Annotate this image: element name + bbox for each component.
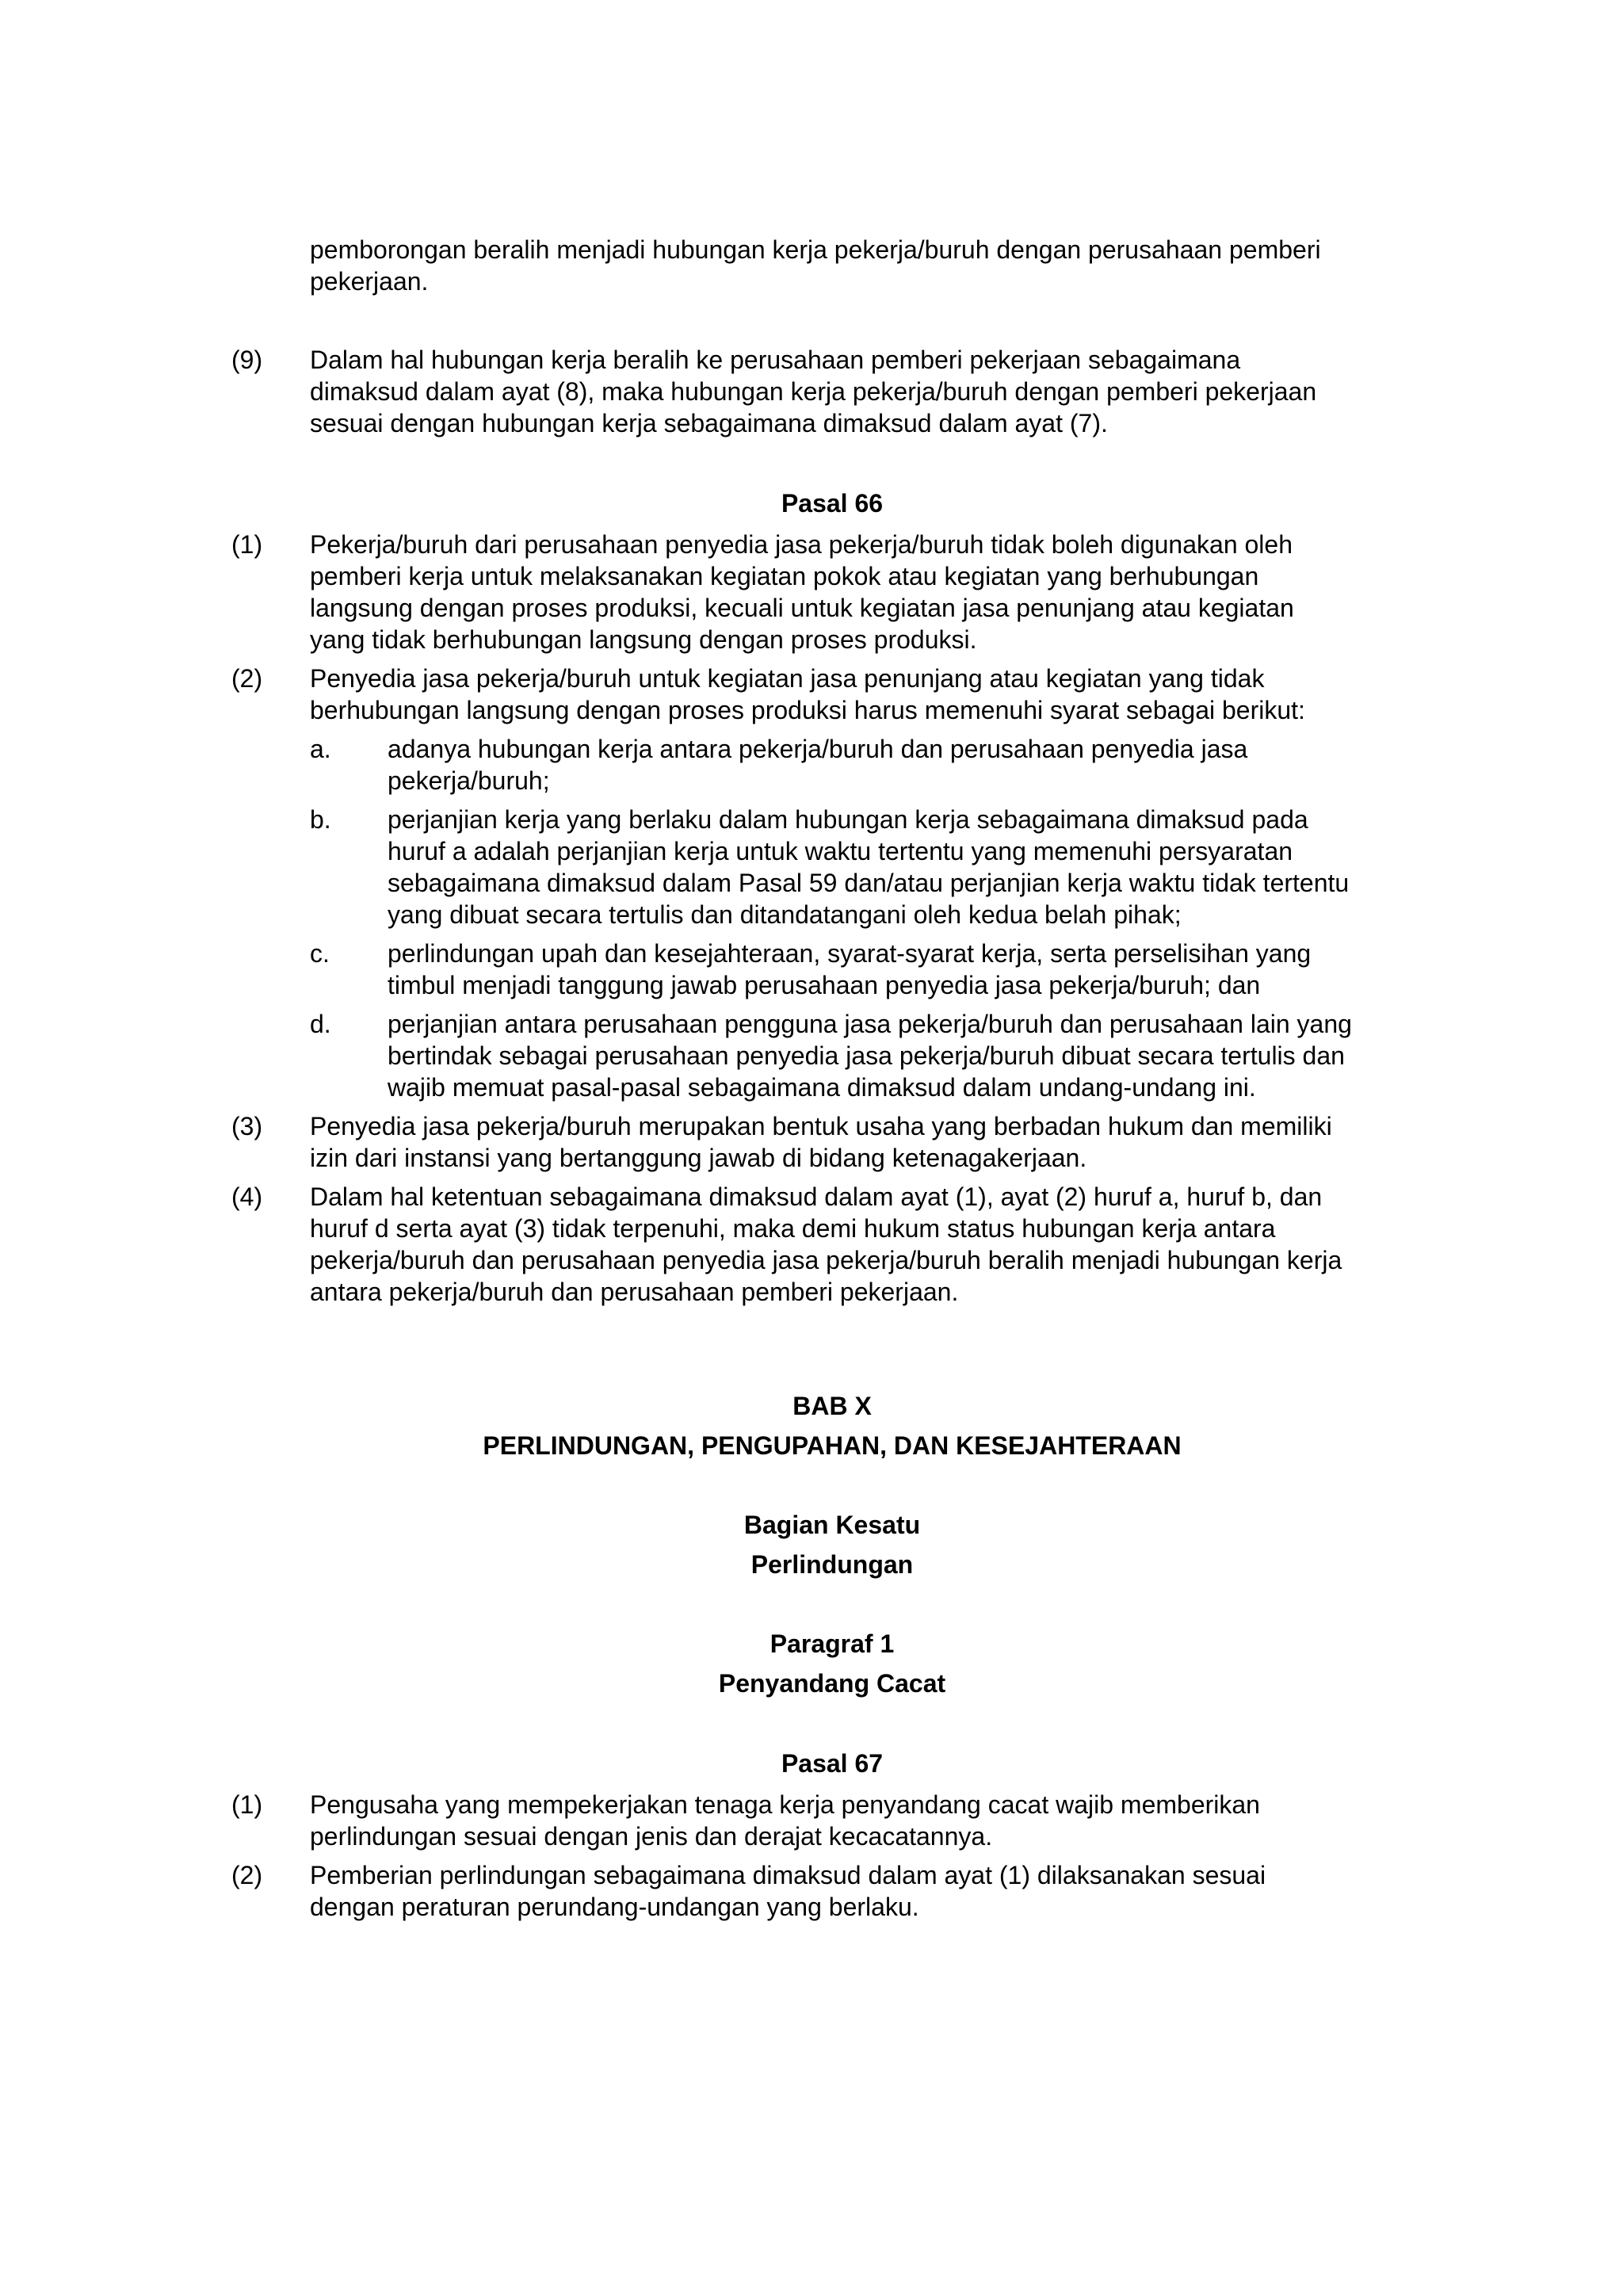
list-item-d-text xyxy=(388,1008,1352,1103)
pasal-67-ayat-1-text xyxy=(310,1789,1260,1852)
pasal-66-ayat-3-text xyxy=(310,1110,1332,1174)
text-line: Pekerja/buruh dari perusahaan penyedia jasa pekerja/buruh tidak boleh digunakan oleh xyxy=(310,530,1293,559)
pasal-66-ayat-4-text xyxy=(310,1181,1342,1308)
text-line: bertindak sebagai perusahaan penyedia jasa pekerja/buruh dibuat secara tertulis dan xyxy=(388,1041,1345,1070)
bab-heading: BAB X xyxy=(792,1392,872,1420)
text-line: antara pekerja/buruh dan perusahaan pemberi pekerjaan. xyxy=(310,1278,959,1306)
text-line: sesuai dengan hubungan kerja sebagaimana dimaksud dalam ayat (7). xyxy=(310,409,1108,437)
text-line: sebagaimana dimaksud dalam Pasal 59 dan/atau perjanjian kerja waktu tidak tertentu xyxy=(388,869,1350,897)
paragraf-subtitle: Penyandang Cacat xyxy=(718,1669,946,1698)
pasal-67-heading: Pasal 67 xyxy=(781,1749,884,1778)
text-line: huruf a adalah perjanjian kerja untuk waktu tertentu yang memenuhi persyaratan xyxy=(388,837,1293,865)
text-line: izin dari instansi yang bertanggung jawab di bidang ketenagakerjaan. xyxy=(310,1144,1087,1172)
ayat-number: (1) xyxy=(231,1790,263,1819)
text-line: Pemberian perlindungan sebagaimana dimaksud dalam ayat (1) dilaksanakan sesuai xyxy=(310,1861,1266,1889)
bab-subtitle: PERLINDUNGAN, PENGUPAHAN, DAN KESEJAHTERAAN xyxy=(483,1431,1182,1460)
text-line: Dalam hal hubungan kerja beralih ke perusahaan pemberi pekerjaan sebagaimana xyxy=(310,346,1241,374)
pasal-66-heading: Pasal 66 xyxy=(781,489,884,518)
list-item-letter: d. xyxy=(310,1010,331,1038)
text-line: pekerja/buruh dan perusahaan penyedia jasa pekerja/buruh beralih menjadi hubungan kerja xyxy=(310,1246,1342,1274)
text-line: huruf d serta ayat (3) tidak terpenuhi, maka demi hukum status hubungan kerja antara xyxy=(310,1214,1276,1243)
text-line: langsung dengan proses produksi, kecuali untuk kegiatan jasa penunjang atau kegiatan xyxy=(310,594,1294,622)
ayat-number: (2) xyxy=(231,1861,263,1889)
text-line: timbul menjadi tanggung jawab perusahaan penyedia jasa pekerja/buruh; dan xyxy=(388,971,1261,999)
pasal-67-ayat-2-text xyxy=(310,1859,1266,1923)
bagian-subtitle: Perlindungan xyxy=(750,1550,914,1579)
text-line: dimaksud dalam ayat (8), maka hubungan kerja pekerja/buruh dengan pemberi pekerjaan xyxy=(310,377,1317,406)
list-item-letter: b. xyxy=(310,805,331,834)
text-line: Penyedia jasa pekerja/buruh untuk kegiatan jasa penunjang atau kegiatan yang tidak xyxy=(310,664,1265,693)
list-item-c-text xyxy=(388,938,1311,1001)
text-line: pemberi kerja untuk melaksanakan kegiatan pokok atau kegiatan yang berhubungan xyxy=(310,562,1259,590)
text-line: pemborongan beralih menjadi hubungan kerja pekerja/buruh dengan perusahaan pemberi xyxy=(310,235,1321,264)
ayat-number: (2) xyxy=(231,664,263,693)
list-item-letter: a. xyxy=(310,735,331,763)
text-line: dengan peraturan perundang-undangan yang berlaku. xyxy=(310,1893,919,1921)
ayat-number: (1) xyxy=(231,530,263,559)
continuation-paragraph xyxy=(310,234,1321,297)
text-line: Pengusaha yang mempekerjakan tenaga kerja penyandang cacat wajib memberikan xyxy=(310,1790,1260,1819)
text-line: perjanjian kerja yang berlaku dalam hubungan kerja sebagaimana dimaksud pada xyxy=(388,805,1308,834)
ayat-number: (4) xyxy=(231,1182,263,1211)
list-item-letter: c. xyxy=(310,939,330,968)
text-line: berhubungan langsung dengan proses produksi harus memenuhi syarat sebagai berikut: xyxy=(310,696,1305,724)
text-line: Penyedia jasa pekerja/buruh merupakan bentuk usaha yang berbadan hukum dan memiliki xyxy=(310,1112,1332,1140)
text-line: perlindungan sesuai dengan jenis dan derajat kecacatannya. xyxy=(310,1822,993,1851)
ayat-number: (9) xyxy=(231,346,263,374)
text-line: pekerjaan. xyxy=(310,267,429,296)
bagian-heading: Bagian Kesatu xyxy=(743,1511,921,1539)
pasal-66-ayat-2-text xyxy=(310,663,1305,726)
text-line: pekerja/buruh; xyxy=(388,766,550,795)
text-line: yang dibuat secara tertulis dan ditandatangani oleh kedua belah pihak; xyxy=(388,900,1182,929)
text-line: Dalam hal ketentuan sebagaimana dimaksud dalam ayat (1), ayat (2) huruf a, huruf b, dan xyxy=(310,1182,1323,1211)
text-line: perjanjian antara perusahaan pengguna jasa pekerja/buruh dan perusahaan lain yang xyxy=(388,1010,1352,1038)
text-line: perlindungan upah dan kesejahteraan, syarat-syarat kerja, serta perselisihan yang xyxy=(388,939,1312,968)
ayat-number: (3) xyxy=(231,1112,263,1140)
text-line: wajib memuat pasal-pasal sebagaimana dimaksud dalam undang-undang ini. xyxy=(388,1073,1256,1102)
paragraf-heading: Paragraf 1 xyxy=(769,1629,895,1658)
list-item-a-text xyxy=(388,733,1247,797)
text-line: yang tidak berhubungan langsung dengan proses produksi. xyxy=(310,625,977,654)
list-item-b-text xyxy=(388,804,1349,930)
pasal-66-ayat-1-text xyxy=(310,529,1294,655)
ayat-9-text xyxy=(310,344,1316,439)
text-line: adanya hubungan kerja antara pekerja/buruh dan perusahaan penyedia jasa xyxy=(388,735,1248,763)
